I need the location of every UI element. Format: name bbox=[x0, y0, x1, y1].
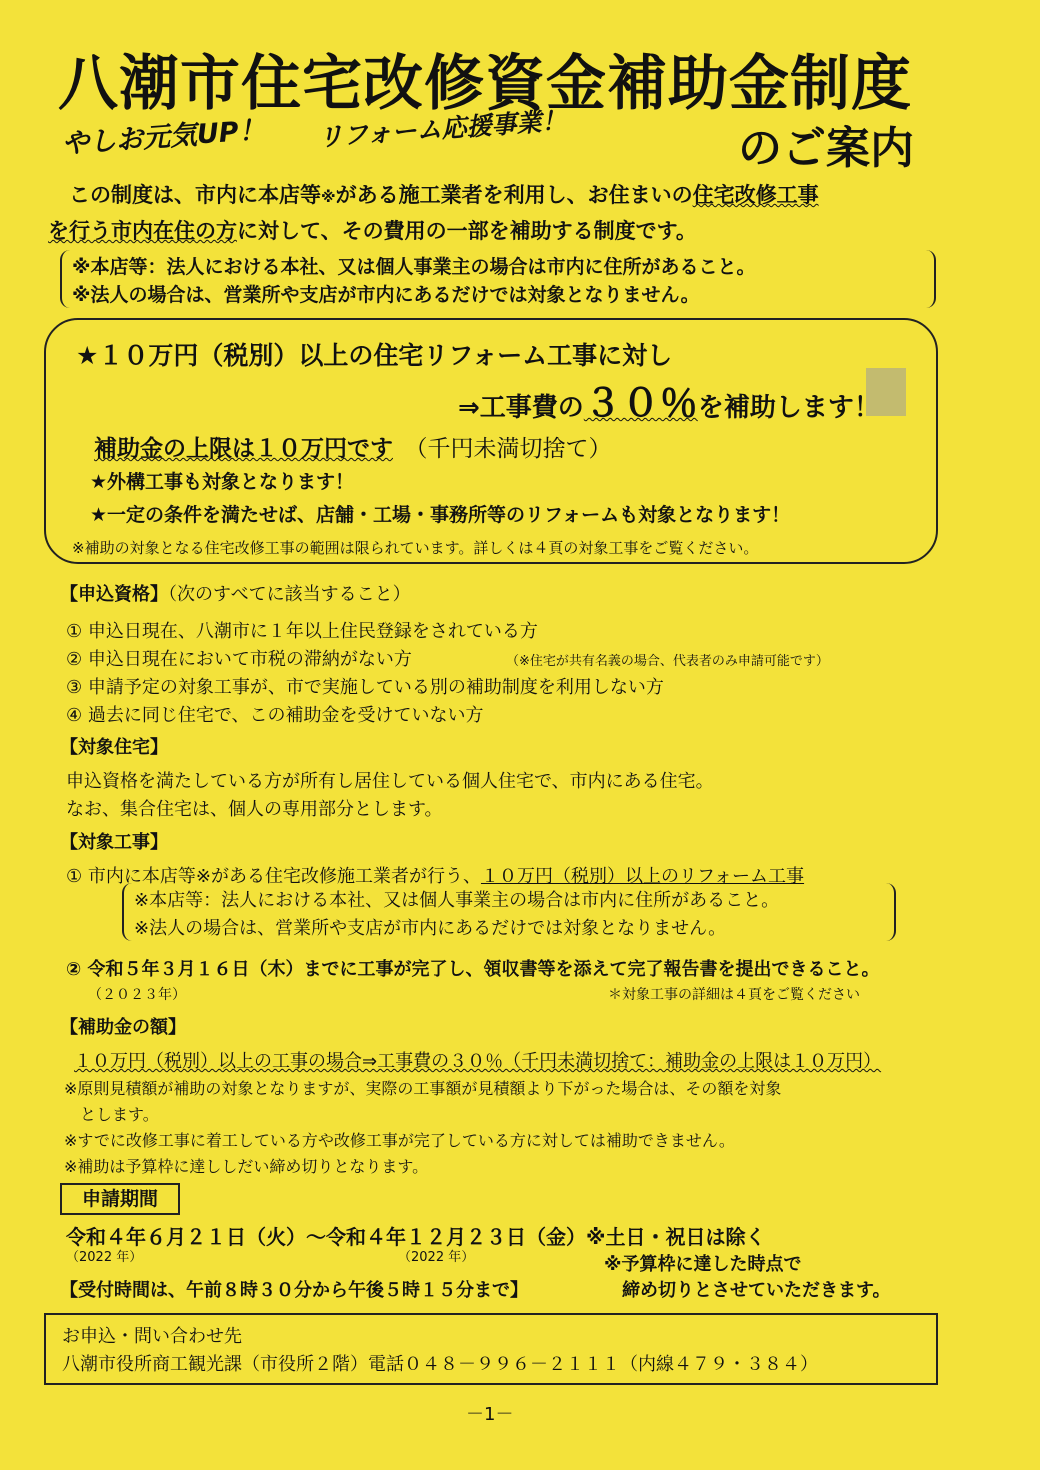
contact-label: お申込・問い合わせ先 bbox=[62, 1326, 242, 1347]
amount-note: とします。 bbox=[64, 1105, 159, 1124]
highlight-line-2: ⇒工事費の３０％を補助します！ bbox=[458, 381, 880, 425]
target-housing-line: 申込資格を満たしている方が所有し居住している個人住宅で、市内にある住宅。 bbox=[66, 771, 714, 792]
note-line: ※本店等：法人における本社、又は個人事業主の場合は市内に住所があること。 bbox=[134, 890, 780, 911]
budget-note-2: 締め切りとさせていただきます。 bbox=[622, 1280, 891, 1301]
target-work-item-1: ① 市内に本店等※がある住宅改修施工業者が行う、１０万円（税別）以上のリフォーム工事 bbox=[66, 866, 805, 887]
subtitle: のご案内 bbox=[738, 123, 914, 174]
target-work-heading: 【対象工事】 bbox=[60, 832, 168, 853]
period-year-end: （2022 年） bbox=[398, 1250, 475, 1265]
target-housing-heading: 【対象住宅】 bbox=[60, 737, 168, 758]
limit-line: 補助金の上限は１０万円です （千円未満切捨て） bbox=[94, 436, 612, 462]
note-line: ※法人の場合は、営業所や支店が市内にあるだけでは対象となりません。 bbox=[72, 284, 700, 306]
amount-main: １０万円（税別）以上の工事の場合⇒工事費の３０％（千円未満切捨て：補助金の上限は１０万円） bbox=[74, 1051, 882, 1072]
note-line: ※法人の場合は、営業所や支店が市内にあるだけでは対象となりません。 bbox=[134, 918, 727, 939]
star-note-1: ★外構工事も対象となります！ bbox=[90, 471, 355, 493]
target-work-item-2: ② 令和５年３月１６日（木）までに工事が完了し、領収書等を添えて完了報告書を提出できること。 bbox=[66, 959, 880, 980]
highlight-line-1: ★１０万円（税別）以上の住宅リフォーム工事に対し bbox=[76, 341, 673, 370]
period-year-start: （2022 年） bbox=[66, 1250, 143, 1265]
eligibility-item: ④ 過去に同じ住宅で、この補助金を受けていない方 bbox=[66, 705, 484, 726]
period-heading: 申請期間 bbox=[60, 1183, 180, 1215]
eligibility-item: ① 申込日現在、八潮市に１年以上住民登録をされている方 bbox=[66, 621, 538, 642]
eligibility-heading: 【申込資格】（次のすべてに該当すること） bbox=[60, 584, 411, 605]
target-work-detail-note: ＊対象工事の詳細は４頁をご覧ください bbox=[608, 987, 860, 1003]
contact-detail: 八潮市役所商工観光課（市役所２階）電話０４８－９９６－２１１１（内線４７９・３８４） bbox=[62, 1354, 818, 1375]
slogan-left: やしお元気UP！ bbox=[61, 114, 267, 160]
intro-line-2: を行う市内在住の方に対して、その費用の一部を補助する制度です。 bbox=[48, 219, 697, 243]
target-work-year: （２０２３年） bbox=[88, 987, 186, 1003]
page-title: 八潮市住宅改修資金補助金制度 bbox=[58, 49, 912, 119]
amount-note: ※すでに改修工事に着工している方や改修工事が完了している方に対しては補助できません。 bbox=[64, 1131, 735, 1150]
eligibility-item-note: （※住宅が共有名義の場合、代表者のみ申請可能です） bbox=[506, 654, 829, 669]
note-line: ※本店等：法人における本社、又は個人事業主の場合は市内に住所があること。 bbox=[72, 256, 756, 278]
target-housing-line: なお、集合住宅は、個人の専用部分とします。 bbox=[66, 799, 443, 820]
period-dates: 令和４年６月２１日（火）～令和４年１２月２３日（金）※土日・祝日は除く bbox=[66, 1225, 766, 1249]
slogan-right: リフォーム応援事業！ bbox=[317, 105, 568, 152]
eligibility-item: ② 申込日現在において市税の滞納がない方 bbox=[66, 649, 412, 670]
intro-paragraph bbox=[48, 178, 819, 248]
scope-footnote: ※補助の対象となる住宅改修工事の範囲は限られています。詳しくは４頁の対象工事をご覧ください。 bbox=[72, 539, 759, 557]
page-number: －1－ bbox=[466, 1404, 514, 1425]
amount-note: ※原則見積額が補助の対象となりますが、実際の工事額が見積額より下がった場合は、その額を対象 bbox=[64, 1079, 782, 1098]
intro-line-1: この制度は、市内に本店等※がある施工業者を利用し、お住まいの住宅改修工事 bbox=[69, 183, 819, 207]
eligibility-item: ③ 申請予定の対象工事が、市で実施している別の補助制度を利用しない方 bbox=[66, 677, 664, 698]
star-note-2: ★一定の条件を満たせば、店舗・工場・事務所等のリフォームも対象となります！ bbox=[90, 504, 791, 526]
amount-note: ※補助は予算枠に達ししだい締め切りとなります。 bbox=[64, 1157, 429, 1176]
thirty-percent: ３０％ bbox=[583, 381, 698, 425]
amount-heading: 【補助金の額】 bbox=[60, 1017, 186, 1038]
reception-hours: 【受付時間は、午前８時３０分から午後５時１５分まで】 bbox=[60, 1280, 528, 1301]
budget-note-1: ※予算枠に達した時点で bbox=[604, 1254, 802, 1275]
headquarters-notes bbox=[60, 250, 936, 308]
